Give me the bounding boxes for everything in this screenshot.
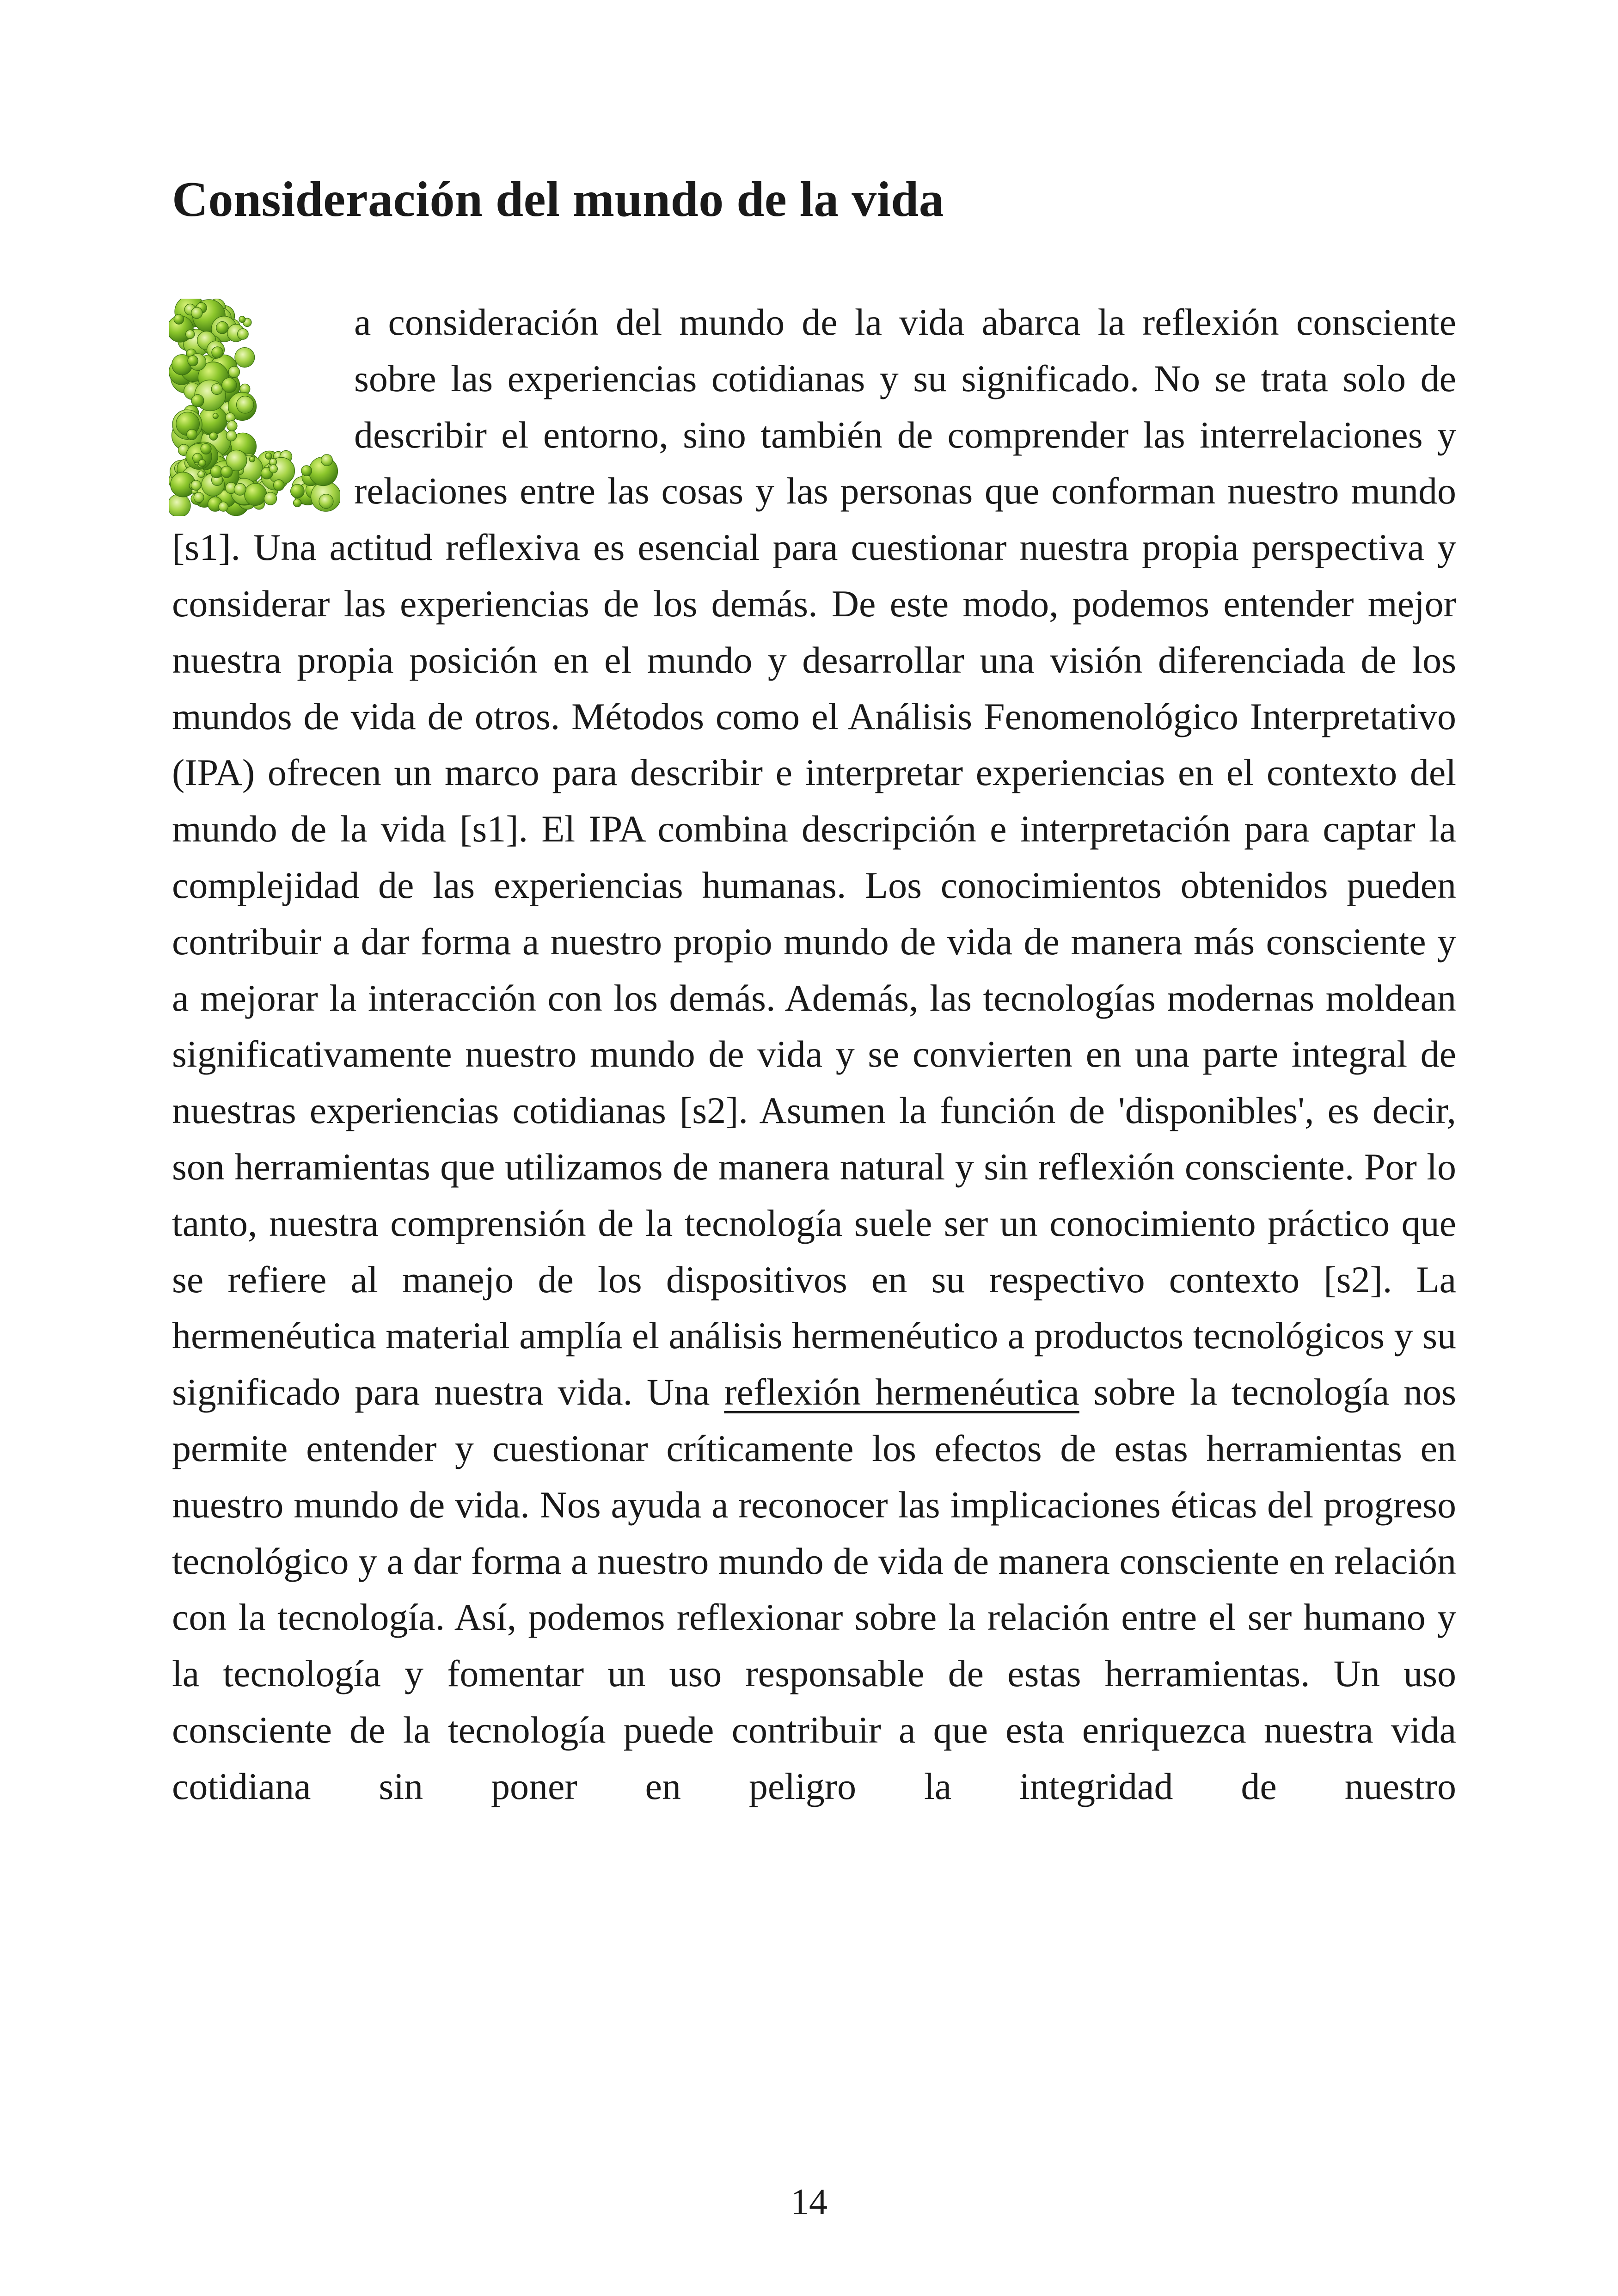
dropcap-letter-l-icon xyxy=(169,299,354,516)
pebble-shape xyxy=(219,502,228,512)
pebble-shape xyxy=(216,322,228,334)
pebble-shape xyxy=(191,307,202,319)
pebble-shape xyxy=(226,430,236,441)
page-title: Consideración del mundo de la vida xyxy=(172,172,944,227)
pebble-shape xyxy=(199,460,206,467)
pebble-shape xyxy=(249,456,255,462)
pebble-shape xyxy=(187,430,197,440)
pebble-shape xyxy=(273,480,284,491)
body-paragraph xyxy=(172,294,1456,1815)
pebble-shape xyxy=(265,453,272,459)
pebble-shape xyxy=(234,483,246,495)
pebble-shape xyxy=(169,494,190,516)
pebble-shape xyxy=(235,348,255,368)
pebble-shape xyxy=(227,421,237,431)
pebble-shape xyxy=(213,413,218,419)
pebble-shape xyxy=(222,378,237,393)
pebble-shape xyxy=(212,347,223,358)
pebble-shape xyxy=(191,480,201,491)
pebble-shape xyxy=(201,443,211,454)
pebble-shape xyxy=(321,454,333,466)
pebble-shape xyxy=(239,316,245,323)
pebble-shape xyxy=(264,492,276,505)
pebble-shape xyxy=(319,494,333,509)
pebble-shape xyxy=(228,366,239,377)
pebble-shape xyxy=(294,499,301,507)
pebble-shape xyxy=(191,394,204,407)
pebble-shape xyxy=(291,484,305,498)
paragraph-text-start: a consideración del mundo de la vida abarca la reflexión consciente sobre las experiencias cotidianas y su significado. No se trata solo de describir el entorno, sino también de comprender las interrelaciones y relaciones entre las cosas y las personas que conforman nuestro mundo [s1]. Una actitud reflexiva es esencial para cuestionar nuestra propia perspectiva y considerar las experiencias de los demás. De este modo, podemos entender mejor nuestra propia posición en el mundo y desarrollar una visión diferenciada de los mundos de vida de otros. Métodos como el Análisis Fenomenológico Interpretativo (IPA) ofrecen un marco para describir e interpretar experiencias en el contexto del mundo de la vida [s1]. El IPA combina descripción e interpretación para captar la complejidad de las experiencias humanas. Los conocimientos obtenidos pueden contribuir a dar forma a nuestro propio mundo de vida de manera más consciente y a mejorar la interacción con los demás. Además, las tecnologías modernas moldean significativamente nuestro mundo de vida y se convierten en una parte integral de nuestras experiencias cotidianas [s2]. Asumen la función de 'disponibles', es decir, son herramientas que utilizamos de manera natural y sin reflexión consciente. Por lo tanto, nuestra comprensión de la tecnología suele ser un conocimiento práctico que se refiere al manejo de los dispositivos en su respectivo contexto [s2]. La hermenéutica material amplía el análisis hermenéutico a productos tecnológicos y su significado para nuestra vida. Una xyxy=(172,301,1456,1413)
pebble-shape xyxy=(245,483,267,505)
reflexion-hermeneutica-link[interactable]: reflexión hermenéutica xyxy=(724,1371,1079,1413)
pebble-shape xyxy=(301,466,312,476)
pebble-shape xyxy=(188,356,198,366)
pebble-shape xyxy=(211,384,222,395)
pebble-shape xyxy=(198,471,205,478)
page-number: 14 xyxy=(791,2182,827,2222)
pebble-shape xyxy=(221,466,233,478)
dropcap-svg xyxy=(169,299,340,516)
pebble-shape xyxy=(269,465,277,473)
pebble-shape xyxy=(186,330,195,338)
pebble-shape xyxy=(238,329,249,340)
pebble-shape xyxy=(237,396,254,413)
pebble-shape xyxy=(174,314,184,324)
paragraph-text-end: sobre la tecnología nos permite entender y cuestionar críticamente los efectos de estas herramientas en nuestro mundo de vida. Nos ayuda a reconocer las implicaciones éticas del progreso tecnológico y a dar forma a nuestro mundo de vida de manera consciente en relación con la tecnología. Así, podemos reflexionar sobre la relación entre el ser humano y la tecnología y fomentar un uso responsable de estas herramientas. Un uso consciente de la tecnología puede contribuir a que esta enriquezca nuestra vida cotidiana sin poner en peligro la integridad de nuestro xyxy=(172,1371,1456,1807)
pebble-shape xyxy=(194,492,204,503)
pebble-shape xyxy=(209,432,218,441)
